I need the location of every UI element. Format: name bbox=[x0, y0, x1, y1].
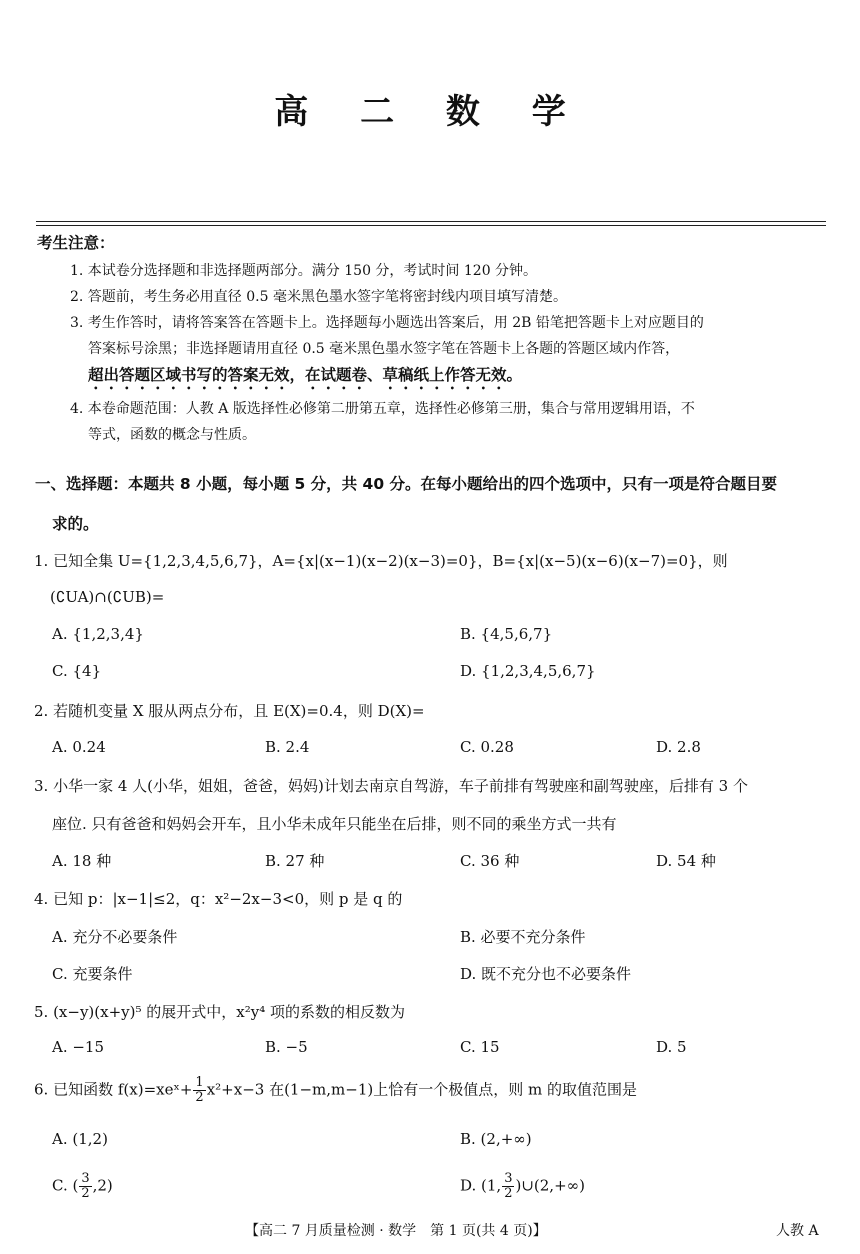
question-3-stem: 3. 小华一家 4 人(小华，姐姐，爸爸，妈妈)计划去南京自驾游，车子前排有驾驶座和副驾驶座，后排有 3 个 bbox=[34, 777, 748, 795]
fraction-three-halves bbox=[79, 1172, 91, 1201]
note-3-line2: 答案标号涂黑；非选择题请用直径 0.5 毫米黑色墨水签字笔在答题卡上各题的答题区域内作答， bbox=[88, 341, 680, 357]
note-2: 2. 答题前，考生务必用直径 0.5 毫米黑色墨水签字笔将密封线内项目填写清楚。 bbox=[70, 289, 567, 305]
note-4 bbox=[70, 396, 830, 448]
question-4-stem: 4. 已知 p：|x−1|≤2，q：x²−2x−3<0，则 p 是 q 的 bbox=[34, 890, 403, 908]
question-4-option-a: A. 充分不必要条件 bbox=[52, 928, 178, 946]
question-4-option-b: B. 必要不充分条件 bbox=[460, 928, 586, 946]
option-c-prefix: C. ( bbox=[52, 1176, 79, 1195]
question-1-stem-cont: (∁UA)∩(∁UB)= bbox=[50, 588, 165, 606]
header-divider-top bbox=[36, 221, 826, 222]
fraction-numerator: 3 bbox=[81, 1171, 90, 1186]
question-5-option-b: B. −5 bbox=[265, 1038, 308, 1056]
question-6-option-d bbox=[460, 1172, 585, 1201]
question-1-option-d: D. {1,2,3,4,5,6,7} bbox=[460, 662, 596, 680]
note-4-line1: 4. 本卷命题范围：人教 A 版选择性必修第二册第五章，选择性必修第三册，集合与常用逻辑用语，不 bbox=[70, 401, 695, 417]
section-1-heading-cont: 求的。 bbox=[52, 515, 99, 533]
page-title: 高 二 数 学 bbox=[274, 92, 586, 132]
fraction-denominator: 2 bbox=[195, 1090, 204, 1105]
fraction-three-halves bbox=[502, 1172, 514, 1201]
question-3-option-b: B. 27 种 bbox=[265, 852, 325, 870]
question-5-option-d: D. 5 bbox=[656, 1038, 687, 1056]
question-4-option-d: D. 既不充分也不必要条件 bbox=[460, 965, 632, 983]
edition-label: 人教 A bbox=[776, 1223, 819, 1239]
fraction-denominator: 2 bbox=[504, 1186, 513, 1201]
note-4-line2: 等式，函数的概念与性质。 bbox=[88, 427, 256, 443]
question-5-option-a: A. −15 bbox=[52, 1038, 105, 1056]
notes-heading: 考生注意： bbox=[37, 234, 115, 252]
option-c-suffix: ,2) bbox=[92, 1176, 113, 1195]
question-6-option-b: B. (2,+∞) bbox=[460, 1130, 532, 1148]
question-5-option-c: C. 15 bbox=[460, 1038, 500, 1056]
fraction-denominator: 2 bbox=[81, 1186, 90, 1201]
question-1-option-c: C. {4} bbox=[52, 662, 102, 680]
question-1-stem: 1. 已知全集 U={1,2,3,4,5,6,7}，A={x|(x−1)(x−2)(x−3)=0}，B={x|(x−5)(x−6)(x−7)=0}，则 bbox=[34, 552, 728, 570]
fraction-numerator: 1 bbox=[195, 1075, 204, 1090]
section-1-heading: 一、选择题：本题共 8 小题，每小题 5 分，共 40 分。在每小题给出的四个选项中，只有一项是符合题目要 bbox=[35, 475, 778, 493]
page-footer: 【高二 7 月质量检测 · 数学 第 1 页(共 4 页)】 bbox=[245, 1223, 547, 1239]
fraction-one-half bbox=[193, 1076, 205, 1105]
question-4-option-c: C. 充要条件 bbox=[52, 965, 133, 983]
note-3-line1: 3. 考生作答时，请将答案答在答题卡上。选择题每小题选出答案后，用 2B 铅笔把答题卡上对应题目的 bbox=[70, 315, 704, 331]
question-6-option-a: A. (1,2) bbox=[52, 1130, 108, 1148]
question-2-option-d: D. 2.8 bbox=[656, 738, 701, 756]
question-6-stem-part1: 6. 已知函数 f(x)=xeˣ+ bbox=[34, 1080, 193, 1099]
question-6-stem bbox=[34, 1076, 834, 1105]
question-3-option-a: A. 18 种 bbox=[52, 852, 112, 870]
note-1: 1. 本试卷分选择题和非选择题两部分。满分 150 分，考试时间 120 分钟。 bbox=[70, 263, 538, 279]
header-divider-bottom bbox=[36, 225, 826, 226]
question-3-stem-cont: 座位. 只有爸爸和妈妈会开车，且小华未成年只能坐在后排，则不同的乘坐方式一共有 bbox=[52, 815, 617, 833]
question-2-option-b: B. 2.4 bbox=[265, 738, 310, 756]
option-d-suffix: )∪(2,+∞) bbox=[515, 1176, 585, 1195]
question-3-option-c: C. 36 种 bbox=[460, 852, 520, 870]
question-6-stem-part2: x²+x−3 在(1−m,m−1)上恰有一个极值点，则 m 的取值范围是 bbox=[206, 1080, 637, 1099]
question-6-option-c bbox=[52, 1172, 113, 1201]
option-d-prefix: D. (1, bbox=[460, 1176, 502, 1195]
question-5-stem: 5. (x−y)(x+y)⁵ 的展开式中，x²y⁴ 项的系数的相反数为 bbox=[34, 1003, 406, 1021]
question-1-option-a: A. {1,2,3,4} bbox=[52, 625, 144, 643]
question-2-option-c: C. 0.28 bbox=[460, 738, 514, 756]
fraction-numerator: 3 bbox=[504, 1171, 513, 1186]
question-2-option-a: A. 0.24 bbox=[52, 738, 106, 756]
question-2-stem: 2. 若随机变量 X 服从两点分布，且 E(X)=0.4，则 D(X)= bbox=[34, 702, 425, 720]
question-3-option-d: D. 54 种 bbox=[656, 852, 716, 870]
question-1-option-b: B. {4,5,6,7} bbox=[460, 625, 553, 643]
note-3-bold-warning: 超出答题区域书写的答案无效，在试题卷、草稿纸上作答无效。 bbox=[88, 366, 523, 384]
note-3 bbox=[70, 310, 830, 393]
